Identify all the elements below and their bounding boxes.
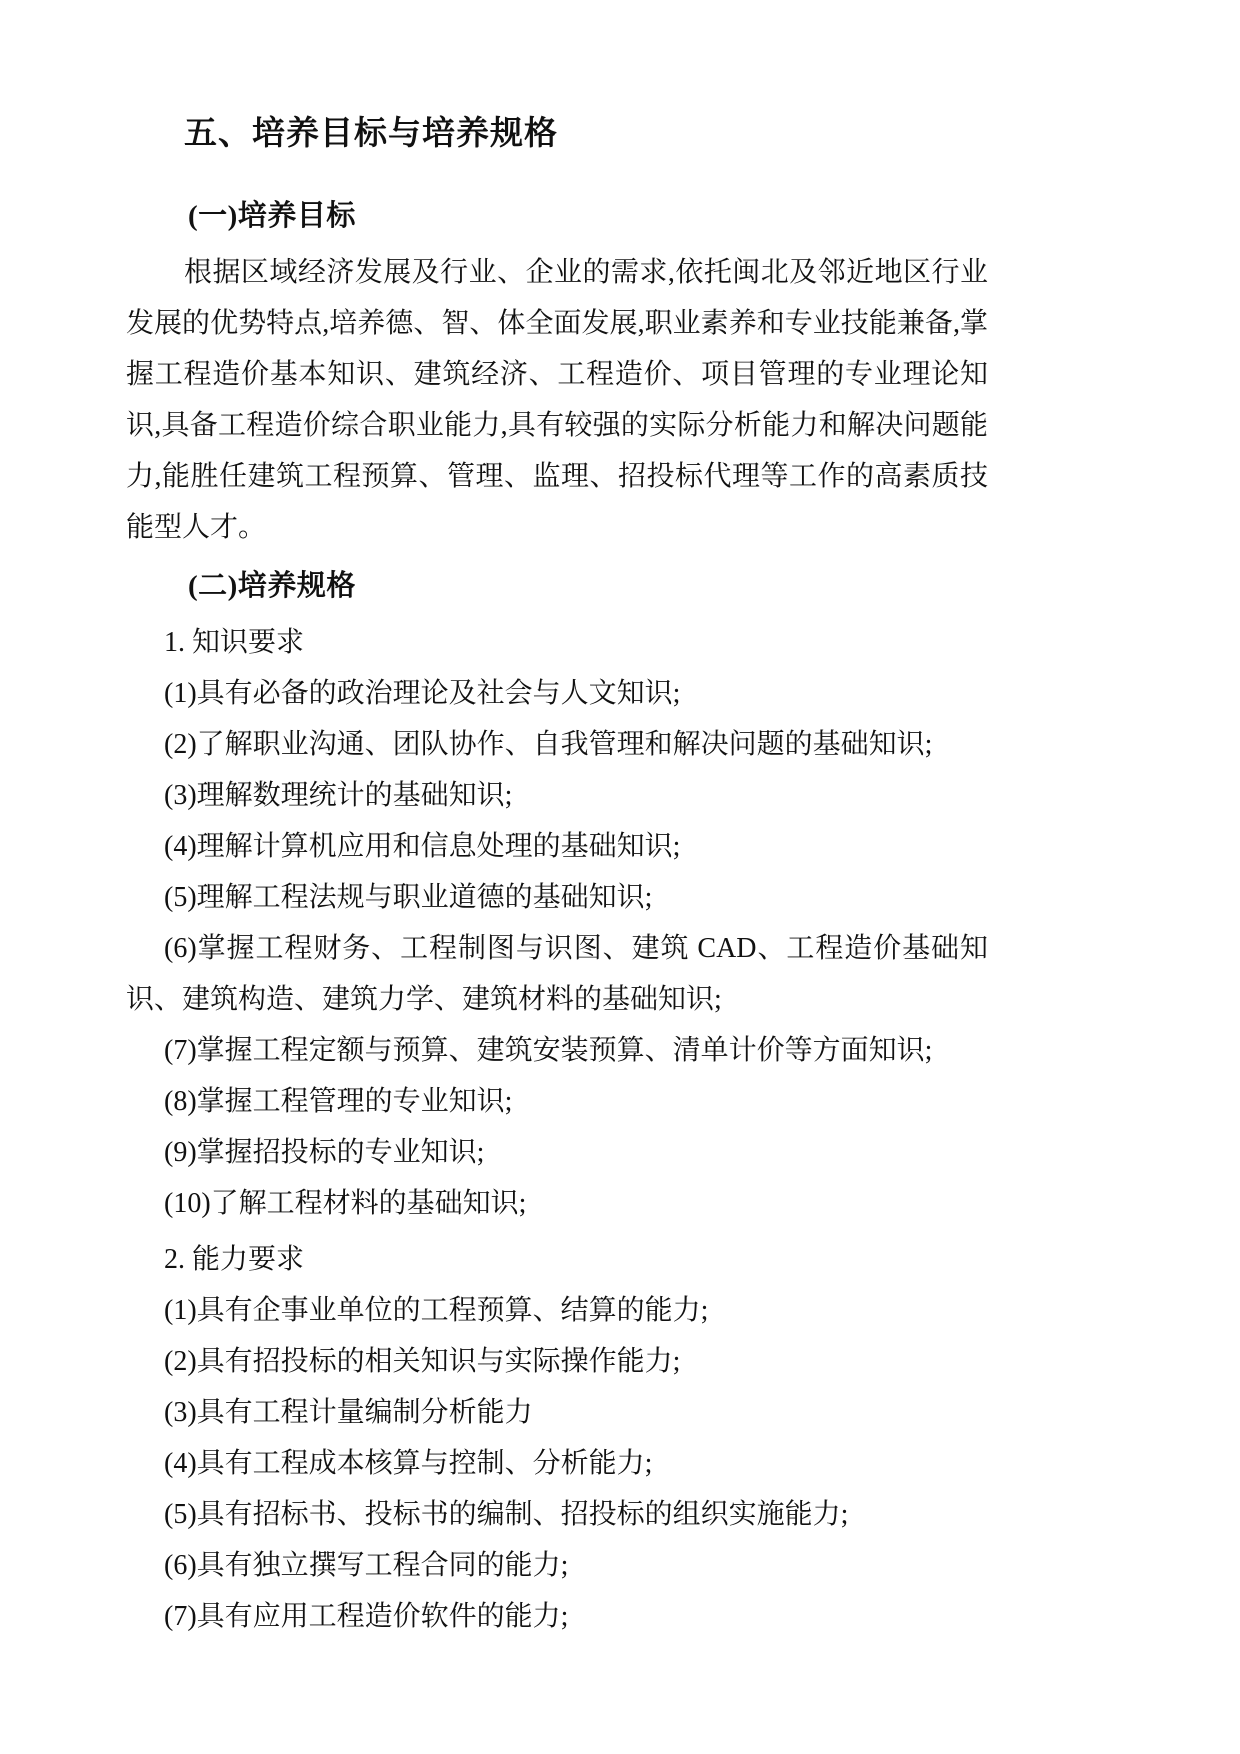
knowledge-item: (2)了解职业沟通、团队协作、自我管理和解决问题的基础知识; [164,729,933,761]
ability-item: (2)具有招投标的相关知识与实际操作能力; [164,1346,681,1378]
knowledge-item: (7)掌握工程定额与预算、建筑安装预算、清单计价等方面知识; [164,1035,933,1067]
ability-item: (4)具有工程成本核算与控制、分析能力; [164,1448,653,1480]
ability-requirements-heading: 2. 能力要求 [164,1244,305,1276]
ability-item: (7)具有应用工程造价软件的能力; [164,1601,569,1633]
knowledge-item: (10)了解工程材料的基础知识; [164,1188,527,1220]
ability-item: (3)具有工程计量编制分析能力 [164,1397,533,1429]
knowledge-item: (5)理解工程法规与职业道德的基础知识; [164,882,653,914]
ability-item: (6)具有独立撰写工程合同的能力; [164,1550,569,1582]
knowledge-item: (9)掌握招投标的专业知识; [164,1137,485,1169]
ability-item: (1)具有企事业单位的工程预算、结算的能力; [164,1295,709,1327]
knowledge-item: (8)掌握工程管理的专业知识; [164,1086,513,1118]
knowledge-item: (4)理解计算机应用和信息处理的基础知识; [164,831,681,863]
knowledge-item: (6)掌握工程财务、工程制图与识图、建筑 CAD、工程造价基础知识、建筑构造、建筑力学、建筑材料的基础知识; [126,933,988,1016]
knowledge-requirements-heading: 1. 知识要求 [164,627,305,659]
main-heading: 五、培养目标与培养规格 [184,114,558,151]
knowledge-item: (1)具有必备的政治理论及社会与人文知识; [164,678,681,710]
goal-paragraph: 根据区域经济发展及行业、企业的需求,依托闽北及邻近地区行业发展的优势特点,培养德、智、体全面发展,职业素养和专业技能兼备,掌握工程造价基本知识、建筑经济、工程造价、项目管理的专业理论知识,具备工程造价综合职业能力,具有较强的实际分析能力和解决问题能力,能胜任建筑工程预算、管理、监理、招投标代理等工作的高素质技能型人才。 [126,257,988,544]
knowledge-item: (3)理解数理统计的基础知识; [164,780,513,812]
ability-item: (5)具有招标书、投标书的编制、招投标的组织实施能力; [164,1499,849,1531]
goal-section-heading: (一)培养目标 [188,200,356,233]
spec-section-heading: (二)培养规格 [188,570,356,603]
